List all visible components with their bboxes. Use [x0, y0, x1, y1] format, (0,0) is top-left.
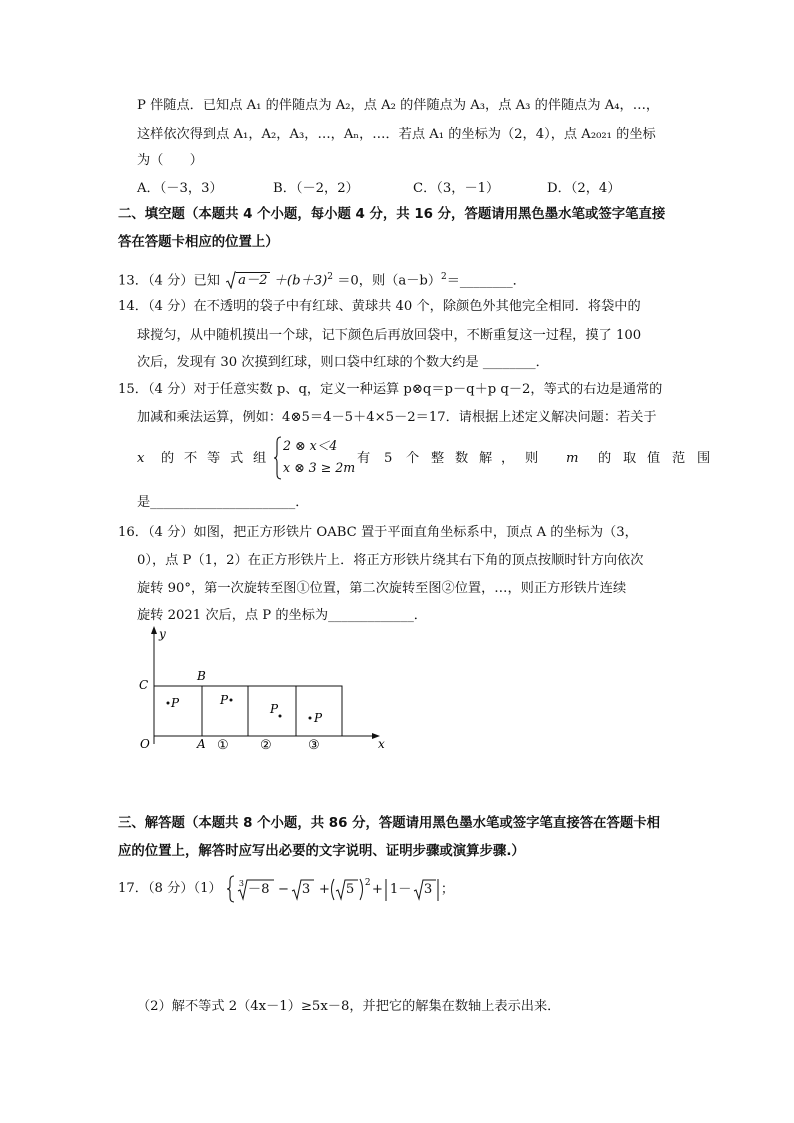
q15-word: 的: [161, 451, 175, 466]
q13-middle: ＋(b＋3): [273, 273, 328, 289]
abs-content: 1－: [389, 882, 412, 897]
inequality-system: [273, 436, 356, 480]
option-c: C．（3，－1）: [413, 181, 500, 196]
option-d: D．（2，4）: [547, 181, 621, 196]
q15-word: 个: [406, 451, 420, 466]
q15-word: m: [566, 451, 579, 466]
q15-word: 解: [479, 451, 493, 466]
system-row-2: x ⊗ 3 ≥ 2m: [283, 460, 356, 475]
square-exponent: 2: [364, 878, 371, 888]
p-label: P: [220, 693, 229, 707]
q15-word: 组: [253, 451, 267, 466]
option-a: A．（－3，3）: [137, 181, 223, 196]
q15-word: 整: [431, 451, 445, 466]
sqrt3-radicand: 3: [301, 882, 311, 897]
q17-part1: [118, 880, 666, 906]
y-axis-arrow: [151, 626, 157, 634]
q16-line4: 旋转 2021 次后，点 P 的坐标为_____________．: [137, 608, 427, 623]
section2-heading-line2: 答在答题卡相应的位置上）: [118, 235, 279, 250]
q15-word: 等: [207, 451, 221, 466]
b-label: B: [197, 669, 206, 683]
position-3-label: ③: [308, 738, 320, 753]
q15-line1: 15．（4 分）对于任意实数 p、q，定义一种运算 p⊗q＝p－q＋p q－2，等式的右边是通常的: [118, 382, 663, 397]
point-p: [309, 717, 312, 720]
q14-line3: 次后，发现有 30 次摸到红球，则口袋中红球的个数大约是 ________．: [137, 355, 549, 370]
cube-radicand: －8: [247, 882, 270, 897]
q14-line1: 14．（4 分）在不透明的袋子中有红球、黄球共 40 个，除颜色外其他完全相同．将袋中的: [118, 299, 641, 314]
option-b: B．（－2，2）: [273, 181, 359, 196]
q15-word: 的: [598, 451, 612, 466]
q14-line2: 球搅匀，从中随机摸出一个球，记下颜色后再放回袋中，不断重复这一过程，摸了 100: [137, 328, 642, 343]
q15-word: 范: [672, 451, 686, 466]
y-label: y: [159, 627, 166, 641]
q15-word: 式: [230, 451, 244, 466]
q13-suffix-exp: 2: [441, 272, 447, 282]
point-p: [230, 699, 233, 702]
section2-heading-line1: 二、填空题（本题共 4 个小题，每小题 4 分，共 16 分，答题请用黑色墨水笔或签字笔直接: [118, 207, 666, 222]
q15-word: 5: [384, 451, 393, 466]
q13-exp: 2: [327, 272, 333, 282]
q15-word: 不: [184, 451, 198, 466]
q15-word: 数: [455, 451, 469, 466]
q13-radicand: a－2: [238, 273, 268, 289]
plus-sign: +: [371, 882, 383, 897]
q15-word: x: [137, 451, 145, 466]
sqrt5-radicand: 5: [345, 882, 355, 897]
q17-part2: （2）解不等式 2（4x－1）≥5x－8，并把它的解集在数轴上表示出来．: [137, 999, 561, 1014]
q13-end: ＝________．: [446, 273, 526, 289]
q15-word: ，: [501, 451, 515, 466]
position-1-label: ①: [217, 738, 229, 753]
q13-suffix: ＝0，则（a－b）: [337, 273, 442, 289]
q16-line3: 旋转 90°，第一次旋转至图①位置，第二次旋转至图②位置，…，则正方形铁片连续: [137, 581, 627, 596]
q16-line1: 16．（4 分）如图，把正方形铁片 OABC 置于平面直角坐标系中，顶点 A 的坐标为（3，: [118, 525, 638, 540]
point-p: [167, 702, 170, 705]
p-label: P: [270, 702, 279, 716]
section3-heading-line2: 应的位置上，解答时应写出必要的文字说明、证明步骤或演算步骤.）: [118, 844, 525, 859]
q15-line4: 是______________________．: [137, 495, 309, 510]
radical-sign: [226, 271, 236, 289]
q17-end: ；: [440, 882, 455, 897]
o-label: O: [140, 737, 150, 751]
point-p: [279, 715, 282, 718]
c-label: C: [139, 678, 149, 692]
p-label: P: [171, 696, 180, 710]
q15-line3: [137, 438, 711, 475]
q13: [118, 268, 526, 290]
q17-prefix: 17．（8 分）（1）: [118, 881, 222, 896]
abs-sqrt-radicand: 3: [423, 882, 433, 897]
rotation-figure: [130, 622, 400, 757]
q13-sqrt: [226, 272, 269, 290]
q12-line2: 这样依次得到点 A₁，A₂，A₃，…，Aₙ，…．若点 A₁ 的坐标为（2，4），点 A₂₀₂₁ 的坐标: [137, 127, 656, 142]
minus-sign: −: [277, 882, 289, 897]
q15-word: 则: [525, 451, 539, 466]
q12-line1: P 伴随点．已知点 A₁ 的伴随点为 A₂，点 A₂ 的伴随点为 A₃，点 A₃ 的伴随点为 A₄，…，: [137, 98, 660, 113]
position-2-label: ②: [260, 738, 272, 753]
a-label: A: [197, 737, 206, 751]
q12-line3: 为（ ）: [137, 153, 203, 168]
p-label: P: [314, 711, 323, 725]
q15-line2: 加减和乘法运算，例如：4⊗5＝4－5＋4×5－2＝17．请根据上述定义解决问题：若关于: [137, 410, 657, 425]
cube-index: 3: [238, 879, 244, 888]
q15-word: 有: [357, 451, 371, 466]
q16-line2: 0），点 P（1，2）在正方形铁片上．将正方形铁片绕其右下角的顶点按顺时针方向依次: [137, 553, 644, 568]
q15-word: 围: [697, 451, 711, 466]
q15-word: 值: [647, 451, 661, 466]
brace-icon: [273, 436, 283, 480]
system-row-1: 2 ⊗ x＜4: [283, 438, 338, 453]
q17-expression: [226, 880, 666, 906]
section3-heading-line1: 三、解答题（本题共 8 个小题，共 86 分，答题请用黑色墨水笔或签字笔直接答在答题卡相: [118, 816, 661, 831]
plus-sign: +: [318, 882, 330, 897]
q15-word: 取: [623, 451, 637, 466]
q13-prefix: 13．（4 分）已知: [118, 273, 220, 289]
x-label: x: [378, 737, 385, 751]
square-oabc: [154, 686, 202, 736]
